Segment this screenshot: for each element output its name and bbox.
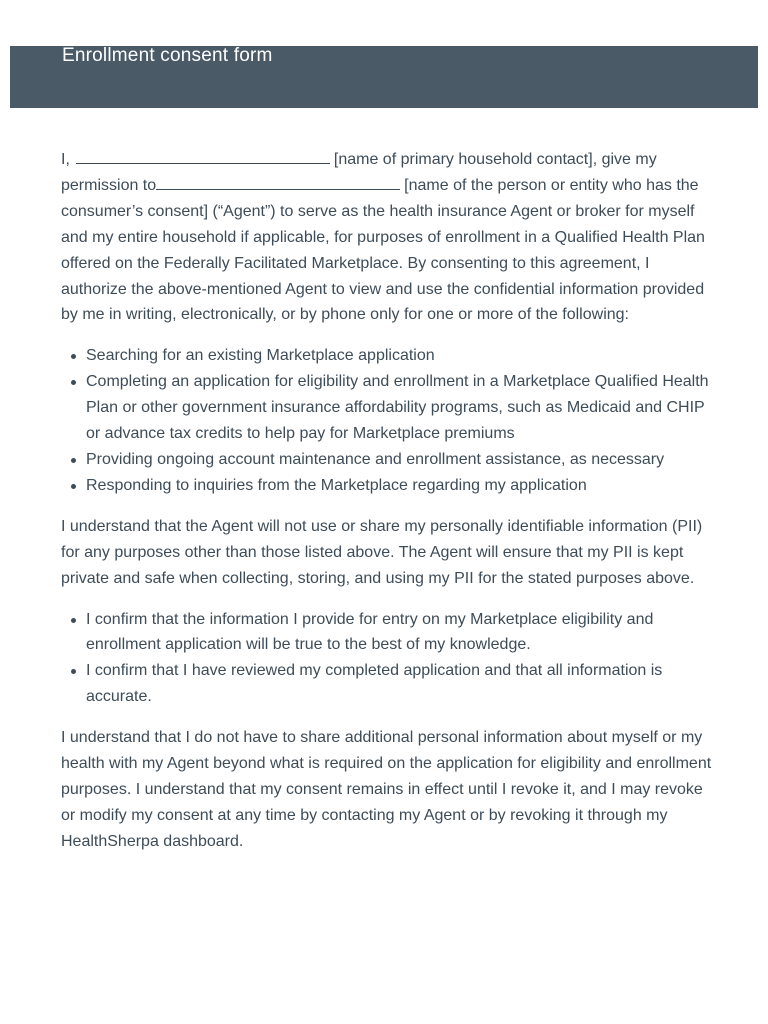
purposes-list [61, 343, 717, 498]
bullet-icon [71, 484, 76, 489]
bullet-icon [71, 618, 76, 623]
header-bar [10, 46, 758, 108]
consent-paragraph-intro [61, 147, 717, 328]
list-item: Completing an application for eligibility and enrollment in a Marketplace Qualified Health Plan or other government insurance affordability programs, such as Medicaid and CHIP or advance tax credits to help pay for Marketplace premiums [61, 369, 717, 447]
list-item: I confirm that I have reviewed my completed application and that all information is accurate. [61, 658, 717, 710]
consent-paragraph-pii: I understand that the Agent will not use or share my personally identifiable information (PII) for any purposes other than those listed above. The Agent will ensure that my PII is kept private and safe when collecting, storing, and using my PII for the stated purposes above. [61, 517, 703, 587]
bullet-icon [71, 669, 76, 674]
list-item: Providing ongoing account maintenance and enrollment assistance, as necessary [61, 447, 717, 473]
agent-name-blank [156, 173, 400, 190]
list-item: Responding to inquiries from the Marketplace regarding my application [61, 473, 717, 499]
consent-paragraph-revoke: I understand that I do not have to share additional personal information about myself or my health with my Agent beyond what is required on the application for eligibility and enrollment purposes. I understand that my consent remains in effect until I revoke it, and I may revoke or modify my consent at any time by contacting my Agent or by revoking it through my HealthSherpa dashboard. [61, 729, 712, 850]
confirmations-list [61, 607, 717, 711]
bullet-icon [71, 354, 76, 359]
list-item: I confirm that the information I provide for entry on my Marketplace eligibility and enrollment application will be true to the best of my knowledge. [61, 607, 717, 659]
intro-agent-text: [name of the person or entity who has the consumer’s consent] (“Agent”) to serve as the health insurance Agent or broker for myself and my entire household if applicable, for purposes of enrollment in a Qualified Health Plan offered on the Federally Facilitated Marketplace. By consenting to this agreement, I authorize the above-mentioned Agent to view and use the confidential information provided by me in writing, electronically, or by phone only for one or more of the following: [61, 176, 705, 324]
intro-prefix: I, [61, 151, 70, 168]
list-item: Searching for an existing Marketplace application [61, 343, 717, 369]
page-title: Enrollment consent form [62, 45, 273, 66]
consent-form-body [61, 147, 717, 870]
bullet-icon [71, 380, 76, 385]
intro-contact-text: [name of primary household contact], give my permission to [61, 151, 657, 194]
primary-contact-blank [76, 147, 330, 164]
bullet-icon [71, 458, 76, 463]
